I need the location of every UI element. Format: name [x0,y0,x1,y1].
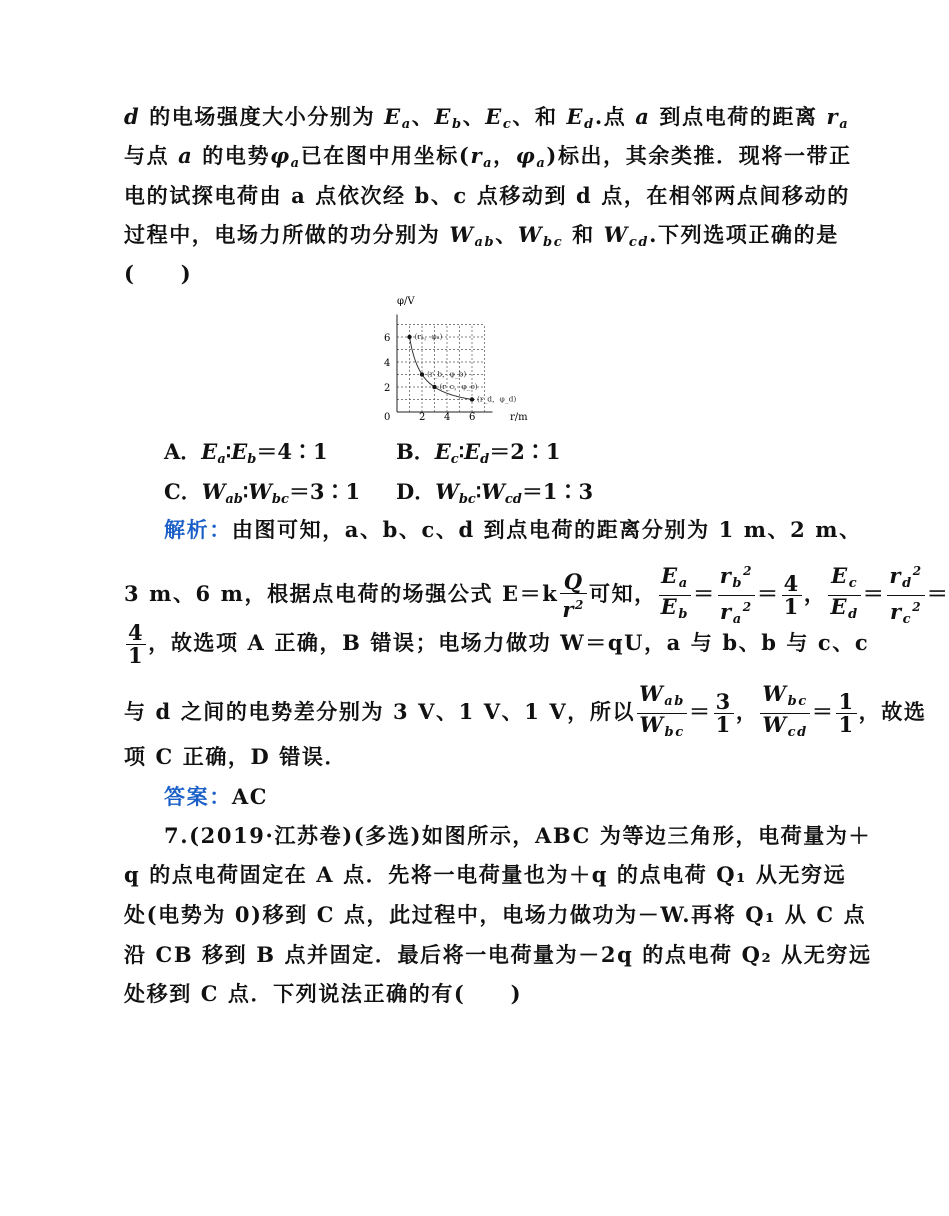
question7-line: q 的点电荷固定在 A 点．先将一电荷量也为＋q 的点电荷 Q₁ 从无穷远 [124,862,847,887]
point-labels [415,332,517,405]
point-label: (r_c，φ_c) [439,382,478,391]
question-line: 过程中，电场力所做的功分别为 $W_{ab}$、$W_{bc}$ 和 $W_{cd}$.下列选项正确的是 [124,222,839,250]
y-tick-label: 4 [384,358,391,369]
analysis-line: 项 C 正确，D 错误． [124,744,348,769]
question-line: d 的电场强度大小分别为 $E_a$、$E_b$、$E_c$、和 $E_d$.点 a 到点电荷的距离 $r_a$ [124,104,850,132]
question7-line: 处(电势为 0)移到 C 点，此过程中，电场力做功为－W.再将 Q₁ 从 C 点 [124,902,867,927]
phi-r-graph [370,292,540,432]
point-label: (r_b，φ_b) [427,369,467,379]
question7-line: 处移到 C 点．下列说法正确的有( ) [124,981,523,1006]
analysis-label: 解析： [164,517,232,542]
y-tick-label: 2 [384,383,391,394]
question7-line: 沿 CB 移到 B 点并固定．最后将一电荷量为－2q 的点电荷 Q₂ 从无穷远 [124,942,872,967]
answer-label: 答案： [164,784,232,809]
question-paren: ( ) [124,261,193,286]
option-a[interactable]: A．$E_a∶E_b=4∶1$ [164,439,328,467]
x-ticks [419,412,475,423]
option-b[interactable]: B．$E_c∶E_d=2∶1$ [396,439,561,467]
data-point [407,335,411,339]
point-label: (r_d，φ_d) [477,394,517,404]
analysis-line: 3 m、6 m，根据点电荷的场强公式 E＝k $\frac{Q}{r^2}$ 可知， $\frac{E_a}{E_b}$ ＝ $\frac{r_b^2}{r_a^2}$ ＝ $\frac{4}{1}$ ， $\frac{E_c}{E_d}$ ＝ $\frac{r_d^2}{r_c^2}$ ＝ [124,560,949,631]
x-axis-label: r/m [510,412,528,423]
analysis-line: 与 d 之间的电势差分别为 3 V、1 V、1 V，所以 $\frac{W_{ab}}{W_{bc}}$ ＝ $\frac{3}{1}$ ， $\frac{W_{bc}}{W_{cd}}$ ＝ $\frac{1}{1}$ ，故选 [124,681,927,740]
data-point [432,385,436,389]
y-ticks [384,333,390,394]
question7-line: 7.(2019·江苏卷)(多选)如图所示，ABC 为等边三角形，电荷量为＋ [164,823,872,848]
answer-value: AC [231,784,269,809]
graph-points [407,335,474,402]
y-axis-label: φ/V [397,296,415,307]
question-line: 与点 a 的电势$\varphi_a$已在图中用坐标($r_a$，$\varphi_a$)标出，其余类推．现将一带正 [124,143,852,171]
x-tick-label: 2 [419,412,426,423]
question-line: 电的试探电荷由 a 点依次经 b、c 点移动到 d 点，在相邻两点间移动的 [124,183,850,208]
point-label: (rₐ，φₐ) [414,332,443,341]
y-tick-label: 6 [384,333,391,344]
analysis-line: 解析：由图可知，a、b、c、d 到点电荷的距离分别为 1 m、2 m、 [164,517,862,542]
answer-line [164,782,268,812]
x-tick-label: 6 [469,412,476,423]
data-point [470,397,474,401]
option-d[interactable]: D．$W_{bc}∶W_{cd}=1∶3$ [396,479,594,507]
origin-label: 0 [384,412,391,423]
data-point [420,372,424,376]
analysis-line: $\frac{4}{1}$ ，故选项 A 正确，B 错误；电场力做功 W＝qU，a 与 b、b 与 c、c [128,620,870,668]
option-c[interactable]: C．$W_{ab}∶W_{bc}=3∶1$ [164,479,361,507]
x-tick-label: 4 [444,412,451,423]
